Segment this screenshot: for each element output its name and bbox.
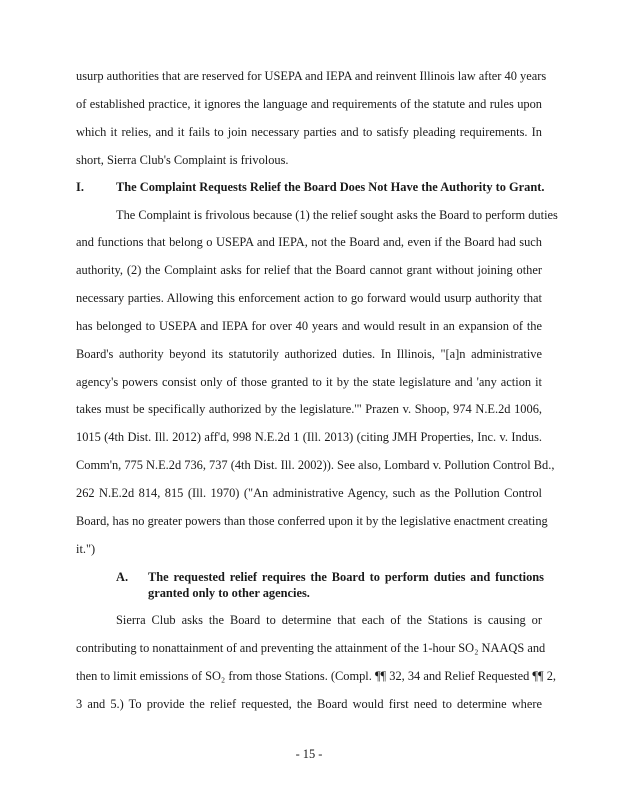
section-title: The Complaint Requests Relief the Board Does Not Have the Authority to Grant.: [116, 180, 545, 194]
text-line: contributing to nonattainment of and preventing the attainment of the 1-hour SO₂ NAAQS and: [76, 641, 546, 655]
text-line: authority, (2) the Complaint asks for relief that the Board cannot grant without joining other: [76, 263, 542, 277]
page-number: - 15 -: [295, 747, 323, 761]
text-line: Sierra Club asks the Board to determine that each of the Stations is causing or: [116, 613, 542, 627]
text-line: Board's authority beyond its statutorily authorized duties. In Illinois, "[a]n administrative: [76, 347, 542, 361]
section-number: I.: [76, 180, 84, 194]
text-line: then to limit emissions of SO₂ from those Stations. (Compl. ¶¶ 32, 34 and Relief Requested ¶¶ 2,: [76, 669, 557, 683]
text-line: 1015 (4th Dist. Ill. 2012) aff'd, 998 N.E.2d 1 (Ill. 2013) (citing JMH Properties, Inc. v. Indus.: [76, 430, 542, 444]
text-line: agency's powers consist only of those granted to it by the state legislature and 'any action it: [76, 375, 542, 389]
text-line: of established practice, it ignores the language and requirements of the statute and rules upon: [76, 97, 542, 111]
text-line: which it relies, and it fails to join necessary parties and to satisfy pleading requirements. In: [76, 125, 542, 139]
text-line: it."): [76, 542, 96, 556]
subsection-letter: A.: [116, 570, 129, 584]
subsection-title-line: granted only to other agencies.: [148, 586, 310, 600]
subsection-title-line: The requested relief requires the Board to perform duties and functions: [148, 570, 544, 584]
text-line: 262 N.E.2d 814, 815 (Ill. 1970) ("An administrative Agency, such as the Pollution Control: [76, 486, 542, 500]
text-line: short, Sierra Club's Complaint is frivolous.: [76, 153, 289, 167]
text-line: 3 and 5.) To provide the relief requested, the Board would first need to determine where: [76, 697, 542, 711]
text-line: Comm'n, 775 N.E.2d 736, 737 (4th Dist. Ill. 2002)). See also, Lombard v. Pollution Control Bd.,: [76, 458, 555, 472]
text-line: has belonged to USEPA and IEPA for over 40 years and would result in an expansion of the: [76, 319, 542, 333]
text-line: necessary parties. Allowing this enforcement action to go forward would usurp authority that: [76, 291, 542, 305]
text-line: takes must be specifically authorized by the legislature.'" Prazen v. Shoop, 974 N.E.2d 1006,: [76, 402, 542, 416]
text-line: The Complaint is frivolous because (1) the relief sought asks the Board to perform duties: [116, 208, 558, 222]
text-line: and functions that belong o USEPA and IEPA, not the Board and, even if the Board had such: [76, 235, 542, 249]
text-line: Board, has no greater powers than those conferred upon it by the legislative enactment creating: [76, 514, 548, 528]
text-line: usurp authorities that are reserved for USEPA and IEPA and reinvent Illinois law after 40 years: [76, 69, 547, 83]
